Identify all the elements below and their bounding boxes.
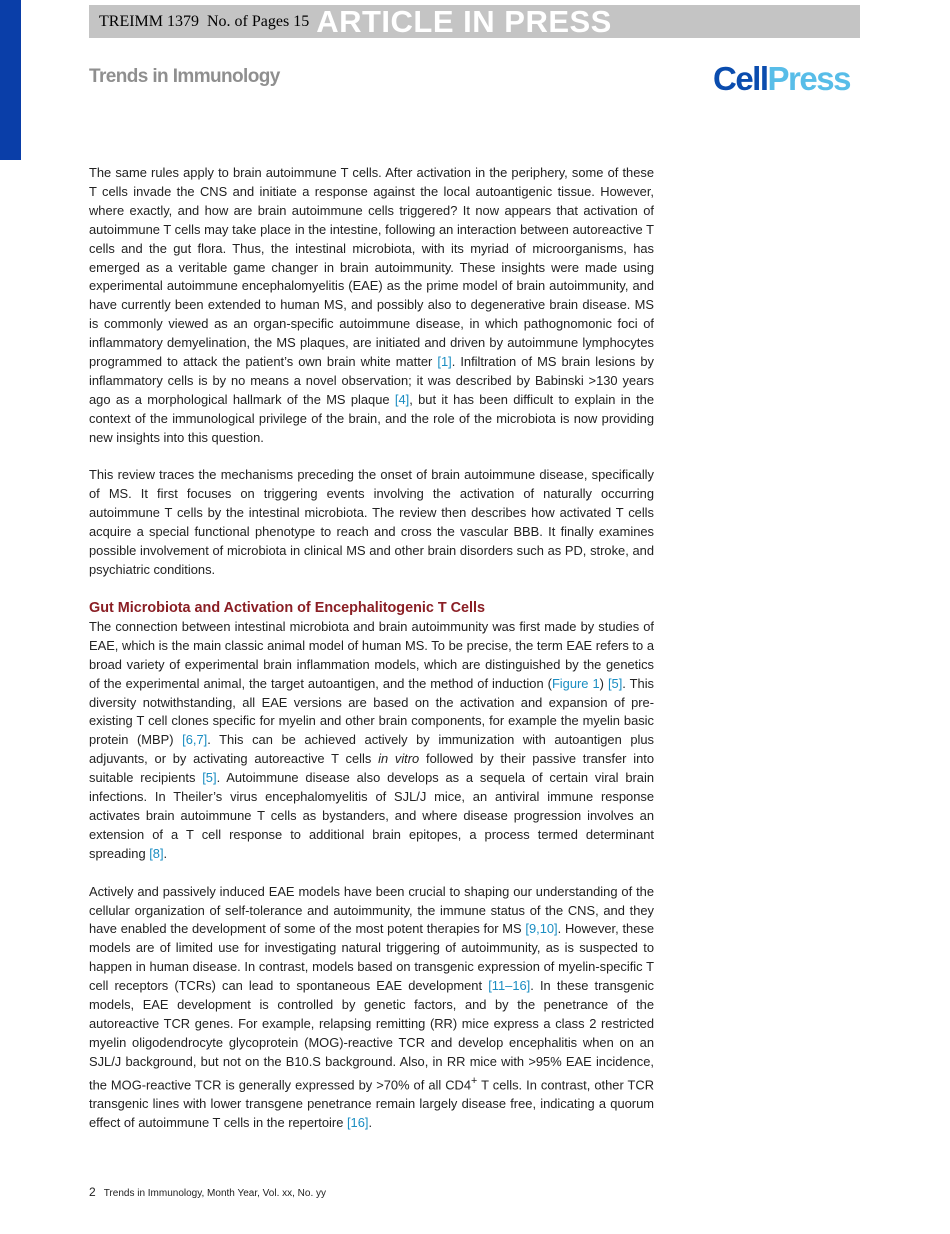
press-label: ARTICLE IN PRESS: [316, 3, 612, 39]
ref-link[interactable]: [16]: [346, 1114, 369, 1130]
text-run: . In these transgenic models, EAE development is controlled by genetic factors, and by the penetrance of the autoreactive TCR genes. For example, relapsing remitting (RR) mice express a class 2 restricted myelin oligodendrocyte glycoprotein (MOG)-reactive TCR and develop encephalitis when on an SJL/J background, but not on the B10.S background. Also, in RR mice with >95% EAE incidence, the MOG-reactive TCR is generally expressed by >70% of all CD4: [89, 978, 655, 1092]
text-run: The same rules apply to brain autoimmune T cells. After activation in the periphery, some of these T cells invade the CNS and initiate a response against the local autoantigenic tissue. However, where exactly, and how are brain autoimmune cells triggered? It now appears that activation of autoimmune T cells may take place in the intestine, following an interaction between autoreactive T cells and the gut flora. Thus, the intestinal microbiota, with its myriad of microorganisms, has emerged as a veritable game changer in brain autoimmunity. These insights were made using experimental autoimmune encephalomyelitis (EAE) as the prime model of brain autoimmunity, and have currently been extended to human MS, and possibly also to degenerative brain disease. MS is commonly viewed as an organ-specific autoimmune disease, in which pathognomonic foci of inflammatory demyelination, the MS plaques, are initiated and driven by autoimmune lymphocytes programmed to attack the patient’s own brain white matter: [89, 165, 654, 370]
text-run: . However, these models are of limited use for investigating natural triggering of autoimmunity, as is suspected to happen in human disease. In contrast, models based on transgenic expression of myelin-specific T cell receptors (TCRs) can lead to spontaneous EAE development: [89, 921, 654, 994]
ref-link[interactable]: [5]: [607, 675, 623, 691]
side-accent-bar: [0, 0, 21, 160]
ref-link[interactable]: [8]: [149, 845, 164, 861]
logo-cell-text: Cell: [713, 60, 768, 97]
section-heading: Gut Microbiota and Activation of Encephalitogenic T Cells: [89, 599, 486, 616]
ref-link[interactable]: [11–16]: [488, 978, 531, 994]
ref-link[interactable]: [6,7]: [182, 732, 208, 748]
text-run: . This diversity notwithstanding, all EAE versions are based on the activation and expansion of pre-existing T cell clones specific for myelin and other brain components, for example the myelin basic protein (MBP): [89, 675, 654, 748]
italic-text: in vitro: [378, 751, 420, 767]
manuscript-code: TREIMM 1379: [99, 12, 199, 30]
text-run: followed by their passive transfer into suitable recipients: [89, 751, 654, 786]
page-footer: [89, 1185, 326, 1199]
text-run: ): [599, 675, 608, 691]
ref-link[interactable]: [1]: [437, 354, 452, 370]
journal-title: Trends in Immunology: [89, 66, 280, 87]
page-count: No. of Pages 15: [207, 12, 310, 30]
ref-link[interactable]: [5]: [202, 770, 217, 786]
footer-citation: Trends in Immunology, Month Year, Vol. xx, No. yy: [103, 1188, 327, 1199]
figure-link[interactable]: Figure 1: [551, 675, 600, 691]
text-run: .: [368, 1114, 373, 1130]
manuscript-meta: [99, 13, 309, 31]
ref-link[interactable]: [9,10]: [525, 921, 558, 937]
text-run: Actively and passively induced EAE models have been crucial to shaping our understanding of the cellular organization of self-tolerance and autoimmunity, the immune status of the CNS, and they have enabled the development of some of the most potent therapies for MS: [89, 883, 654, 937]
paragraph-eae-models: [89, 618, 654, 864]
paragraph-review-scope: This review traces the mechanisms preceding the onset of brain autoimmune disease, specifically of MS. It first focuses on triggering events involving the activation of naturally occurring autoimmune T cells by the intestinal microbiota. The review then describes how activated T cells acquire a special functional phenotype to reach and cross the vascular BBB. It finally examines possible involvement of microbiota in clinical MS and other brain disorders such as PD, stroke, and psychiatric conditions.: [89, 467, 654, 578]
article-in-press-banner: [89, 5, 860, 38]
text-run: , but it has been difficult to explain in the context of the immunological privilege of the brain, and the role of the microbiota is now providing new insights into this question.: [89, 391, 654, 445]
text-run: .: [163, 845, 168, 861]
cellpress-logo[interactable]: [713, 60, 850, 98]
logo-press-text: Press: [767, 60, 850, 97]
ref-link[interactable]: [4]: [394, 391, 410, 407]
text-run: . Autoimmune disease also develops as a sequela of certain viral brain infections. In Theiler’s virus encephalomyelitis of SJL/J mice, an antiviral immune response activates brain autoimmune T cells as bystanders, and where disease progression involves an extension of a T cell response to additional brain epitopes, a process termed determinant spreading: [89, 770, 654, 861]
paragraph-transgenic-models: [89, 883, 654, 1133]
text-run: . This can be achieved actively by immunization with autoantigen plus adjuvants, or by activating autoreactive T cells: [89, 732, 654, 767]
page-number: 2: [89, 1185, 96, 1199]
article-body: [89, 164, 654, 1133]
text-run: T cells. In contrast, other TCR transgenic lines with lower transgene penetrance remain largely disease free, indicating a quorum effect of autoimmune T cells in the repertoire: [89, 1076, 655, 1130]
superscript: +: [471, 1074, 478, 1087]
paragraph-intro: [89, 164, 654, 448]
text-run: . Infiltration of MS brain lesions by inflammatory cells is by no means a novel observation; it was described by Babinski >130 years ago as a morphological hallmark of the MS plaque: [89, 354, 654, 407]
text-run: The connection between intestinal microbiota and brain autoimmunity was first made by studies of EAE, which is the main classic animal model of human MS. To be precise, the term EAE refers to a broad variety of experimental brain inflammation models, which are distinguished by the genetics of the experimental animal, the target autoantigen, and the method of induction (: [89, 618, 654, 691]
